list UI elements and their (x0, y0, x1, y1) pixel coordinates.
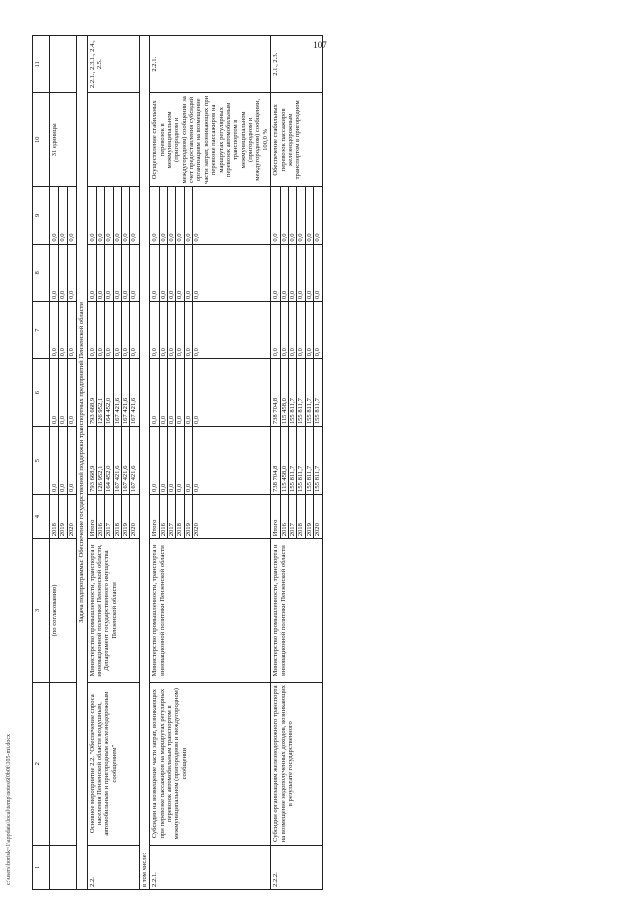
cell-value: 2018 (113, 495, 121, 538)
cell-value: 0,0 (184, 427, 192, 494)
cell-value: 0,0 (192, 359, 200, 426)
cell-indicator: 31 единицы (50, 93, 77, 187)
cell-value: Итого (272, 519, 280, 537)
cell-name: Основное мероприятие 2.2. "Обеспечение спроса населения Пензенской области воздушным, автомобильным и пригородным железнодорожным сообщением" (87, 682, 139, 845)
cell-col6 (87, 359, 139, 427)
cell-value: 0,0 (288, 245, 296, 301)
cell-value: 0,0 (58, 427, 66, 494)
col-header-7: 7 (33, 302, 50, 359)
cell-value: 0,0 (67, 245, 75, 301)
cell-value: 0,0 (129, 302, 137, 358)
cell-years (271, 494, 323, 538)
cell-value: 2017 (104, 495, 112, 538)
cell-value: Итого (88, 519, 96, 537)
cell-value: 0,0 (58, 302, 66, 358)
cell-col5 (87, 427, 139, 495)
col-header-6: 6 (33, 359, 50, 427)
cell-value: 2018 (175, 495, 183, 538)
cell-col9 (87, 187, 139, 244)
cell-value: 0,0 (272, 348, 280, 357)
cell-value: 167 421,6 (129, 427, 137, 494)
cell-value: 167 421,6 (121, 427, 129, 494)
col-header-3: 3 (33, 539, 50, 682)
cell-value: 0,0 (104, 245, 112, 301)
cell-value: 0,0 (58, 359, 66, 426)
cell-value: 126 952,1 (96, 359, 104, 426)
including-row (139, 36, 149, 890)
cell-value: 0,0 (67, 427, 75, 494)
cell-col5 (50, 427, 77, 495)
cell-value: 0,0 (96, 245, 104, 301)
cell-value: 0,0 (121, 187, 129, 243)
cell-value: 0,0 (151, 233, 159, 242)
cell-num: 2.2.1. (150, 845, 271, 889)
cell-value: 164 452,0 (104, 359, 112, 426)
cell-value: 2020 (129, 495, 137, 538)
cell-name: Субсидии на возмещение части затрат, возникающих при перевозке пассажиров на маршрутах регулярных перевозок автомобильным транспортом в межмуниципальном (пригородном и междугородном) сообщении (150, 682, 271, 845)
cell-col6 (50, 359, 77, 427)
cell-value: 0,0 (113, 302, 121, 358)
cell-value: 0,0 (58, 245, 66, 301)
cell-value: 0,0 (305, 245, 313, 301)
cell-value: 0,0 (175, 359, 183, 426)
cell-value: 0,0 (96, 302, 104, 358)
table-row-2-2 (87, 36, 139, 890)
cell-col5 (271, 427, 323, 495)
cell-col6 (150, 359, 271, 427)
cell-value: 2016 (159, 495, 167, 538)
cell-author: (по согласованию) (50, 539, 77, 682)
cell-value: 2020 (67, 495, 75, 538)
cell-col8 (87, 244, 139, 301)
cell-value: 0,0 (151, 415, 159, 425)
cell-value: 0,0 (175, 302, 183, 358)
cell-value: 167 421,6 (129, 359, 137, 426)
cell-value: 0,0 (296, 245, 304, 301)
cell-years (87, 494, 139, 538)
cell-value: 0,0 (88, 233, 96, 242)
cell-value: 2020 (313, 495, 321, 538)
cell-value: 2020 (192, 495, 200, 538)
cell-value: 0,0 (88, 348, 96, 357)
cell-tasks: 2.2.1. (150, 36, 271, 93)
cell-value: 0,0 (192, 187, 200, 243)
cell-value: 0,0 (104, 302, 112, 358)
cell-value: 0,0 (67, 187, 75, 243)
cell-value: 2019 (58, 495, 66, 538)
footer-file-path: c:\users\borisk~1\appdata\local\temp\notes6f0b0f\105-mi.docx (6, 733, 12, 885)
table-row-top (50, 36, 77, 890)
cell-num: 2.2. (87, 845, 139, 889)
cell-value: 0,0 (151, 348, 159, 357)
cell-author: Министерство промышленности, транспорта и инновационной политики Пензенской области, Департамент государственного имущества Пензенской области (87, 539, 139, 682)
table-row-2-2-1 (150, 36, 271, 890)
cell-value: 2018 (296, 495, 304, 538)
cell-value: 0,0 (184, 302, 192, 358)
cell-value: 115 458,0 (280, 359, 288, 426)
cell-value: 2017 (288, 495, 296, 538)
cell-value: 0,0 (272, 233, 280, 242)
cell-value: 0,0 (167, 245, 175, 301)
cell-col9 (50, 187, 77, 244)
cell-value: 0,0 (67, 359, 75, 426)
cell-value: 155 811,7 (313, 359, 321, 426)
cell-value: 115 458,0 (280, 427, 288, 494)
cell-value: 0,0 (296, 187, 304, 243)
cell-value: 2016 (96, 495, 104, 538)
cell-value: 0,0 (175, 427, 183, 494)
page-number: 107 (313, 40, 327, 50)
cell-value: 0,0 (159, 187, 167, 243)
cell-value: 0,0 (104, 187, 112, 243)
cell-name: Субсидии организациям железнодорожного транспорта на возмещение недополученных доходов, возникающих в результате государственного (271, 682, 323, 845)
cell-col5 (150, 427, 271, 495)
cell-value: 0,0 (58, 187, 66, 243)
cell-value: 0,0 (288, 187, 296, 243)
cell-value: 0,0 (113, 245, 121, 301)
cell-author: Министерство промышленности, транспорта и инновационной политики Пензенской области (150, 539, 271, 682)
col-header-1: 1 (33, 845, 50, 889)
cell-value: 0,0 (159, 427, 167, 494)
cell-value: 793 668,9 (88, 397, 96, 425)
cell-value: 155 811,7 (296, 359, 304, 426)
cell-value: 0,0 (121, 302, 129, 358)
col-header-10: 10 (33, 93, 50, 187)
cell-tasks: 2.1., 2.3. (271, 36, 323, 93)
cell-value: 0,0 (175, 187, 183, 243)
cell-indicator: Осуществление стабильных перевозок в межмуниципальном (пригородном и междугородном) сообщении за счет предоставления субсидий организациям на возмещение части затрат, возникающих при перевозке пассажиров на маршрутах регулярных перевозок автомобильным транспортом в межмуниципальном (пригородном и междугородном) сообщении, 100,0 % (150, 93, 271, 187)
cell-value: 0,0 (313, 245, 321, 301)
cell-value: 0,0 (167, 359, 175, 426)
cell-value: 2019 (184, 495, 192, 538)
cell-value: 0,0 (159, 245, 167, 301)
cell-value: 0,0 (51, 483, 58, 492)
cell-indicator (87, 93, 139, 187)
cell-value: 0,0 (167, 302, 175, 358)
col-header-11: 11 (33, 36, 50, 93)
cell-value: Итого (151, 519, 159, 537)
cell-value: 0,0 (305, 302, 313, 358)
cell-col7 (271, 302, 323, 359)
cell-value: 0,0 (313, 302, 321, 358)
cell-value: 0,0 (280, 245, 288, 301)
including-label: в том числе: (139, 36, 149, 890)
cell-author: Министерство промышленности, транспорта и инновационной политики Пензенской области (271, 539, 323, 682)
cell-value: 0,0 (280, 187, 288, 243)
cell-col6 (271, 359, 323, 427)
cell-years (150, 494, 271, 538)
cell-col8 (50, 244, 77, 301)
cell-value: 0,0 (305, 187, 313, 243)
cell-value: 0,0 (121, 245, 129, 301)
table-row-2-2-2 (271, 36, 323, 890)
cell-col7 (150, 302, 271, 359)
cell-value: 793 668,9 (88, 465, 96, 492)
cell-value: 2018 (51, 523, 58, 537)
footer-file-path-container (6, 551, 16, 891)
cell-value: 0,0 (159, 302, 167, 358)
task-heading-row (77, 36, 87, 890)
cell-value: 0,0 (51, 290, 58, 300)
cell-value: 2017 (167, 495, 175, 538)
cell-value: 0,0 (151, 483, 159, 492)
cell-value: 167 421,6 (113, 359, 121, 426)
col-header-4: 4 (33, 494, 50, 538)
task-heading: Задача подпрограммы: Обеспечение государственной поддержки транспортных предприятий Пензенской области (77, 36, 87, 890)
cell-col7 (87, 302, 139, 359)
col-header-8: 8 (33, 244, 50, 301)
cell-col7 (50, 302, 77, 359)
cell-value: 0,0 (192, 427, 200, 494)
col-header-9: 9 (33, 187, 50, 244)
cell-col9 (150, 187, 271, 244)
cell-value: 0,0 (51, 233, 58, 242)
cell-tasks: 2.2.1., 2.3.1., 2.4., 2.5. (87, 36, 139, 93)
rotated-table-sheet (32, 35, 617, 890)
cell-value: 155 811,7 (288, 359, 296, 426)
cell-value: 155 811,7 (296, 427, 304, 494)
cell-value: 738 704,8 (272, 465, 280, 492)
cell-value: 167 421,6 (121, 359, 129, 426)
cell-value: 0,0 (129, 187, 137, 243)
cell-value: 0,0 (96, 187, 104, 243)
cell-value: 126 952,1 (96, 427, 104, 494)
cell-value: 155 811,7 (305, 359, 313, 426)
cell-value: 0,0 (192, 302, 200, 358)
program-table (32, 35, 323, 890)
cell-value: 0,0 (51, 415, 58, 425)
cell-value: 0,0 (67, 302, 75, 358)
cell-value: 0,0 (280, 302, 288, 358)
cell-value: 164 452,0 (104, 427, 112, 494)
cell-value: 0,0 (167, 187, 175, 243)
cell-value: 155 811,7 (305, 427, 313, 494)
cell-col9 (271, 187, 323, 244)
cell-num: 2.2.2. (271, 845, 323, 889)
col-header-5: 5 (33, 427, 50, 495)
cell-years (50, 494, 77, 538)
cell-value: 0,0 (113, 187, 121, 243)
cell-value: 738 704,8 (272, 397, 280, 425)
cell-value: 2016 (280, 495, 288, 538)
cell-value: 2019 (305, 495, 313, 538)
cell-value: 0,0 (184, 359, 192, 426)
cell-indicator: Обеспечение стабильных перевозок пассажиров железнодорожным транспортом в пригородном (271, 93, 323, 187)
column-number-row (33, 36, 50, 890)
cell-value: 0,0 (313, 187, 321, 243)
col-header-2: 2 (33, 682, 50, 845)
cell-value: 155 811,7 (288, 427, 296, 494)
cell-value: 155 811,7 (313, 427, 321, 494)
cell-value: 0,0 (296, 302, 304, 358)
cell-col8 (271, 244, 323, 301)
cell-value: 0,0 (272, 290, 280, 300)
cell-value: 0,0 (159, 359, 167, 426)
cell-tasks (50, 36, 77, 93)
cell-value: 0,0 (151, 290, 159, 300)
cell-value: 167 421,6 (113, 427, 121, 494)
cell-value: 0,0 (167, 427, 175, 494)
cell-value: 0,0 (288, 302, 296, 358)
cell-value: 0,0 (184, 187, 192, 243)
cell-col8 (150, 244, 271, 301)
cell-value: 0,0 (175, 245, 183, 301)
cell-value: 0,0 (88, 290, 96, 300)
cell-value: 0,0 (51, 348, 58, 357)
cell-value: 0,0 (192, 245, 200, 301)
cell-value: 0,0 (129, 245, 137, 301)
cell-value: 0,0 (184, 245, 192, 301)
cell-value: 2019 (121, 495, 129, 538)
